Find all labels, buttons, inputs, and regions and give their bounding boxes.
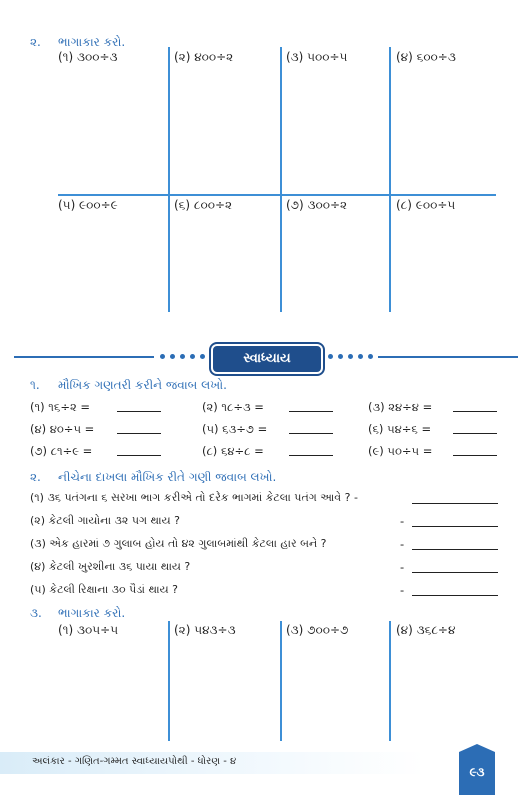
banner-dot <box>180 354 185 359</box>
mental-math-item: (૭) ૮૧÷૯ = <box>30 444 93 458</box>
answer-line <box>412 572 498 573</box>
banner-badge: સ્વાધ્યાય <box>213 346 321 372</box>
banner-dot <box>200 354 205 359</box>
answer-dash: - <box>400 560 405 574</box>
banner-dot <box>160 354 165 359</box>
banner-line <box>378 356 518 358</box>
answer-dash: - <box>400 537 405 551</box>
answer-line <box>117 455 161 456</box>
division-problem: (૮) ૯૦૦÷૫ <box>396 198 456 212</box>
division-problem: (૨) ૪૦૦÷૨ <box>174 50 234 64</box>
division-problem: (૫) ૯૦૦÷૯ <box>58 198 118 212</box>
section-title: નીચેના દાખલા મૌખિક રીતે ગણી જવાબ લખો. <box>58 470 277 484</box>
mental-math-item: (૬) ૫૪÷૬ = <box>368 422 432 436</box>
answer-line <box>453 455 497 456</box>
page-tab-tip <box>459 744 495 752</box>
mental-math-item: (૧) ૧૬÷૨ = <box>30 400 91 414</box>
grid-divider <box>280 621 282 741</box>
division-problem: (૩) ૫૦૦÷૫ <box>286 50 348 64</box>
banner-dot <box>348 354 353 359</box>
section-title: ભાગાકાર કરો. <box>58 35 126 49</box>
banner-dot <box>358 354 363 359</box>
word-problem: (૪) કેટલી ખુરશીના ૩૬ પાયા થાય ? <box>30 560 191 573</box>
answer-dash: - <box>400 514 405 528</box>
word-problem: (૩) એક હારમાં ૭ ગુલાબ હોય તો ૪૨ ગુલાબમાંથી કેટલા હાર બને ? <box>30 537 327 550</box>
division-problem: (૧) ૩૦૫÷૫ <box>58 623 119 637</box>
grid-divider <box>389 621 391 741</box>
section-number: ૨. <box>30 35 41 49</box>
mental-math-item: (૫) ૬૩÷૭ = <box>202 422 268 436</box>
banner-dot <box>368 354 373 359</box>
grid-divider <box>168 621 170 741</box>
word-problem: (૧) ૩૬ પતંગના ૬ સરખા ભાગ કરીએ તો દરેક ભાગમાં કેટલા પતંગ આવે ? - <box>30 491 358 504</box>
banner-dot <box>328 354 333 359</box>
page-number: ૯૩ <box>459 752 495 795</box>
section-number: ૩. <box>30 606 42 620</box>
division-problem: (૭) ૩૦૦÷૨ <box>286 198 348 212</box>
banner-dot <box>190 354 195 359</box>
section-number: ૨. <box>30 470 41 484</box>
division-problem: (૬) ૮૦૦÷૨ <box>174 198 233 212</box>
section-title: મૌખિક ગણતરી કરીને જવાબ લખો. <box>58 378 227 392</box>
answer-line <box>453 411 497 412</box>
section-title: ભાગાકાર કરો. <box>58 606 126 620</box>
grid-divider <box>280 47 282 312</box>
answer-line <box>412 526 498 527</box>
answer-line <box>412 503 498 504</box>
grid-divider <box>389 47 391 312</box>
section-number: ૧. <box>30 378 40 392</box>
division-problem: (૨) ૫૪૩÷૩ <box>174 623 236 637</box>
mental-math-item: (૪) ૪૦÷૫ = <box>30 422 95 436</box>
division-problem: (૪) ૬૦૦÷૩ <box>396 50 456 64</box>
division-problem: (૪) ૩૬૮÷૪ <box>396 623 456 637</box>
answer-dash: - <box>400 583 405 597</box>
mental-math-item: (૨) ૧૮÷૩ = <box>202 400 264 414</box>
answer-line <box>289 411 333 412</box>
grid-divider <box>168 47 170 312</box>
word-problem: (૫) કેટલી રિક્ષાના ૩૦ પૈડાં થાય ? <box>30 583 178 596</box>
division-problem: (૧) ૩૦૦÷૩ <box>58 50 118 64</box>
answer-line <box>412 595 498 596</box>
answer-line <box>412 549 498 550</box>
mental-math-item: (૯) ૫૦÷૫ = <box>368 444 433 458</box>
mental-math-item: (૮) ૬૪÷૮ = <box>202 444 264 458</box>
answer-line <box>453 433 497 434</box>
footer-title: અલંકાર - ગણિત-ગમ્મત સ્વાધ્યાયપોથી - ધોરણ - ૪ <box>32 756 237 767</box>
division-problem: (૩) ૭૦૦÷૭ <box>286 623 349 637</box>
answer-line <box>117 433 161 434</box>
answer-line <box>289 455 333 456</box>
word-problem: (૨) કેટલી ગાયોના ૩૨ પગ થાય ? <box>30 514 180 527</box>
banner-line <box>14 356 154 358</box>
banner-dot <box>170 354 175 359</box>
answer-line <box>117 411 161 412</box>
answer-line <box>289 433 333 434</box>
grid-divider <box>58 194 496 196</box>
mental-math-item: (૩) ૨૪÷૪ = <box>368 400 433 414</box>
banner-dot <box>338 354 343 359</box>
